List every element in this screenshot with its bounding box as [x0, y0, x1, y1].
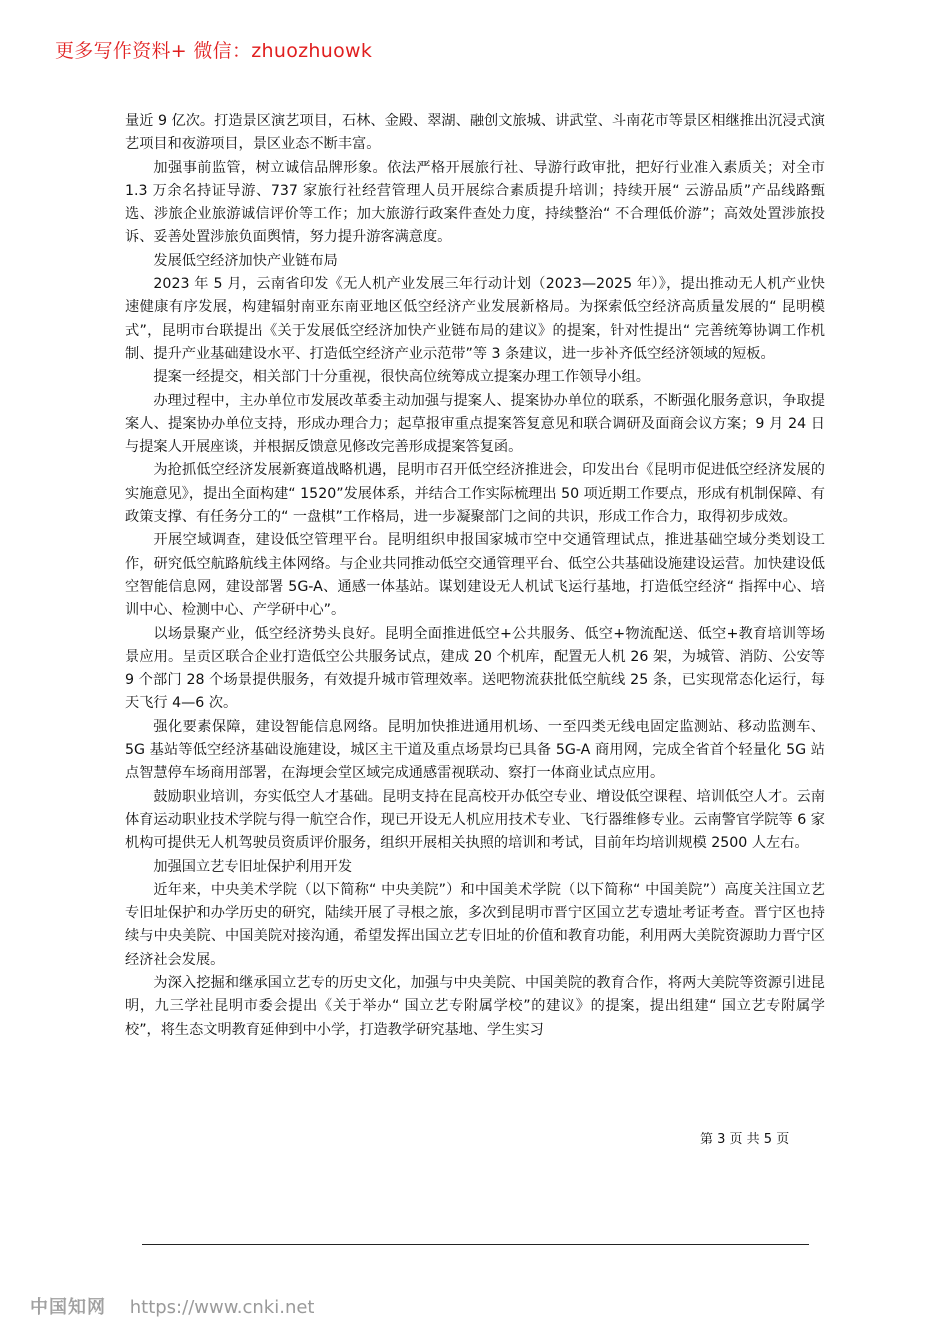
- paragraph: 2023 年 5 月，云南省印发《无人机产业发展三年行动计划（2023—2025 年）》，提出推动无人机产业快速健康有序发展，构建辐射南亚东南亚地区低空经济产业发展新格局。为探索低空经济高质量发展的“ 昆明模式”，昆明市台联提出《关于发展低空经济加快产业链布局的建议》的提案，针对性提出“ 完善统筹协调工作机制、提升产业基础建设水平、打造低空经济产业示范带”等 3 条建议，进一步补齐低空经济领域的短板。: [125, 276, 825, 362]
- page-number: 第 3 页 共 5 页: [700, 1132, 790, 1147]
- cnki-watermark: [30, 1293, 314, 1319]
- paragraph: 提案一经提交，相关部门十分重视，很快高位统筹成立提案办理工作领导小组。: [153, 369, 650, 386]
- section-heading-art-academy-site: 加强国立艺专旧址保护利用开发: [153, 858, 353, 875]
- paragraph: 加强事前监管，树立诚信品牌形象。依法严格开展旅行社、导游行政审批，把好行业准入素质关；对全市 1.3 万余名持证导游、737 家旅行社经营管理人员开展综合素质提升培训；持续开展“ 云游品质”产品线路甄选、涉旅企业旅游诚信评价等工作；加大旅游行政案件查处力度，持续整治“ 不合理低价游”；高效处置涉旅投诉、妥善处置涉旅负面舆情，努力提升游客满意度。: [125, 159, 825, 246]
- paragraph: 近年来，中央美术学院（以下简称“ 中央美院”）和中国美术学院（以下简称“ 中国美院”）高度关注国立艺专旧址保护和办学历史的研究，陆续开展了寻根之旅，多次到昆明市晋宁区国立艺专遗址考证考查。晋宁区也持续与中央美院、中国美院对接沟通，希望发挥出国立艺专旧址的价值和教育功能，利用两大美院资源助力晋宁区经济社会发展。: [125, 881, 825, 968]
- paragraph: 强化要素保障，建设智能信息网络。昆明加快推进通用机场、一至四类无线电固定监测站、移动监测车、5G 基站等低空经济基础设施建设，城区主干道及重点场景均已具备 5G-A 商用网，完成全省首个轻量化 5G 站点智慧停车场商用部署，在海埂会堂区域完成通感雷视联动、察打一体商业试点应用。: [125, 718, 825, 782]
- cnki-url: https://www.cnki.net: [129, 1297, 315, 1318]
- paragraph: 以场景聚产业，低空经济势头良好。昆明全面推进低空+公共服务、低空+物流配送、低空+教育培训等场景应用。呈贡区联合企业打造低空公共服务试点，建成 20 个机库，配置无人机 26 架，为城管、消防、公安等 9 个部门 28 个场景提供服务，有效提升城市管理效率。送吧物流获批低空航线 25 条，已实现常态化运行，每天飞行 4—6 次。: [125, 625, 825, 712]
- section-heading-low-altitude-economy: 发展低空经济加快产业链布局: [153, 252, 338, 269]
- cnki-logo-text: 中国知网: [30, 1297, 106, 1318]
- paragraph: 办理过程中，主办单位市发展改革委主动加强与提案人、提案协办单位的联系，不断强化服务意识，争取提案人、提案协办单位支持，形成办理合力；起草报审重点提案答复意见和联合调研及面商会议方案；9 月 24 日与提案人开展座谈，并根据反馈意见修改完善形成提案答复函。: [125, 392, 825, 456]
- paragraph: 为深入挖掘和继承国立艺专的历史文化，加强与中央美院、中国美院的教育合作，将两大美院等资源引进昆明，九三学社昆明市委会提出《关于举办“ 国立艺专附属学校”的建议》的提案，提出组建“ 国立艺专附属学校”，将生态文明教育延伸到中小学，打造教学研究基地、学生实习: [125, 974, 825, 1038]
- paragraph-continued: 量近 9 亿次。打造景区演艺项目，石林、金殿、翠湖、融创文旅城、讲武堂、斗南花市等景区相继推出沉浸式演艺项目和夜游项目，景区业态不断丰富。: [125, 113, 825, 153]
- paragraph: 鼓励职业培训，夯实低空人才基础。昆明支持在昆高校开办低空专业、增设低空课程、培训低空人才。云南体育运动职业技术学院与得一航空合作，现已开设无人机应用技术专业、飞行器维修专业。云南警官学院等 6 家机构可提供无人机驾驶员资质评价服务，组织开展相关执照的培训和考试，目前年均培训规模 2500 人左右。: [125, 788, 825, 852]
- promo-header-text: 更多写作资料+ 微信：zhuozhuowk: [55, 40, 373, 62]
- paragraph: 开展空域调查，建设低空管理平台。昆明组织申报国家城市空中交通管理试点，推进基础空域分类划设工作，研究低空航路航线主体网络。与企业共同推动低空交通管理平台、低空公共基础设施建设运营。加快建设低空智能信息网，建设部署 5G-A、通感一体基站。谋划建设无人机试飞运行基地，打造低空经济“ 指挥中心、培训中心、检测中心、产学研中心”。: [125, 532, 825, 619]
- document-body: [125, 110, 825, 1042]
- footer-divider: [142, 1244, 809, 1245]
- paragraph: 为抢抓低空经济发展新赛道战略机遇，昆明市召开低空经济推进会，印发出台《昆明市促进低空经济发展的实施意见》，提出全面构建“ 1520”发展体系，并结合工作实际梳理出 50 项近期工作要点，形成有机制保障、有政策支撑、有任务分工的“ 一盘棋”工作格局，进一步凝聚部门之间的共识，形成工作合力，取得初步成效。: [125, 462, 825, 526]
